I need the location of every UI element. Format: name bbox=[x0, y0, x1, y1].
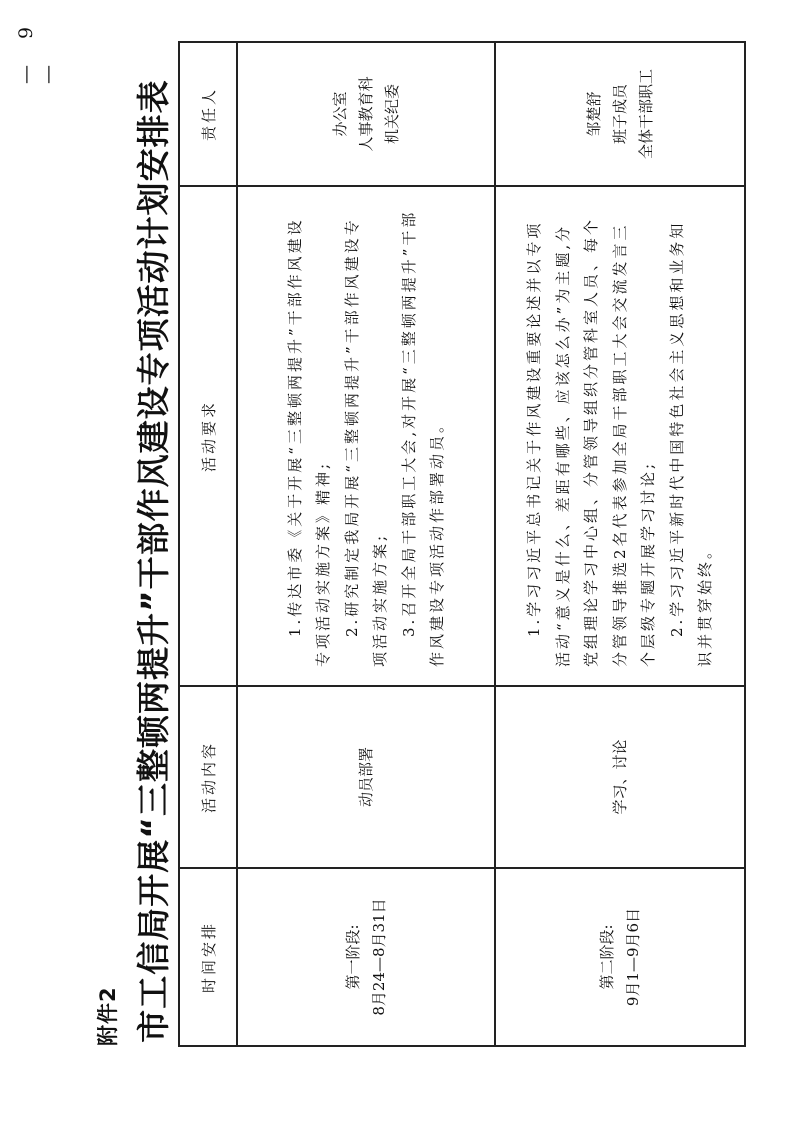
requirement-item: 1.学习习近平总书记关于作风建设重要论述并以专项活动“意义是什么、差距有哪些、应该怎么办”为主题,分党组理论学习中心组、分管领导组织分管科室人员、每个分管领导推选2名代表参加全局干部职工大会交流发言三个层级专题开展学习讨论; bbox=[525, 216, 658, 667]
requirements-cell bbox=[237, 186, 495, 686]
table-header-row bbox=[179, 42, 237, 1046]
responsible-cell bbox=[237, 42, 495, 186]
responsible-item: 邹楚舒 bbox=[585, 91, 603, 137]
responsible-cell bbox=[495, 42, 745, 186]
stage-dates: 9月1—9月6日 bbox=[624, 907, 642, 1007]
responsible-item: 办公室 bbox=[331, 91, 349, 137]
responsible-item: 全体干部职工 bbox=[637, 69, 655, 160]
time-cell bbox=[237, 868, 495, 1046]
attachment-label: 附件2 bbox=[96, 986, 120, 1046]
requirement-item: 3.召开全局干部职工大会,对开展“三整顿两提升”干部作风建设专项活动作部署动员。 bbox=[399, 209, 446, 667]
responsible-item: 机关纪委 bbox=[383, 84, 401, 145]
document-title: 市工信局开展“三整顿两提升”干部作风建设专项活动计划安排表 bbox=[134, 79, 173, 1043]
header-content: 活动内容 bbox=[179, 686, 237, 868]
requirement-item: 2.学习习近平新时代中国特色社会主义思想和业务知识并贯穿始终。 bbox=[667, 220, 715, 667]
stage-label: 第一阶段: bbox=[344, 924, 362, 990]
header-responsible: 责任人 bbox=[179, 42, 237, 186]
stage-dates: 8月24—8月31日 bbox=[370, 898, 388, 1016]
requirement-item: 2.研究制定我局开展“三整顿两提升”干部作风建设专项活动实施方案; bbox=[342, 217, 389, 667]
content-cell: 动员部署 bbox=[237, 686, 495, 868]
table-row bbox=[495, 42, 745, 1046]
responsible-item: 班子成员 bbox=[611, 84, 629, 145]
table-row bbox=[237, 42, 495, 1046]
stage-label: 第二阶段: bbox=[598, 924, 616, 990]
page-number: — 9 — bbox=[15, 16, 59, 84]
header-time: 时间安排 bbox=[179, 868, 237, 1046]
content-cell: 学习、讨论 bbox=[495, 686, 745, 868]
time-cell bbox=[495, 868, 745, 1046]
requirement-item: 1.传达市委《关于开展“三整顿两提升”干部作风建设专项活动实施方案》精神; bbox=[285, 217, 332, 667]
responsible-item: 人事教育科 bbox=[357, 76, 375, 152]
schedule-table bbox=[178, 41, 746, 1047]
requirements-cell bbox=[495, 186, 745, 686]
header-requirements: 活动要求 bbox=[179, 186, 237, 686]
